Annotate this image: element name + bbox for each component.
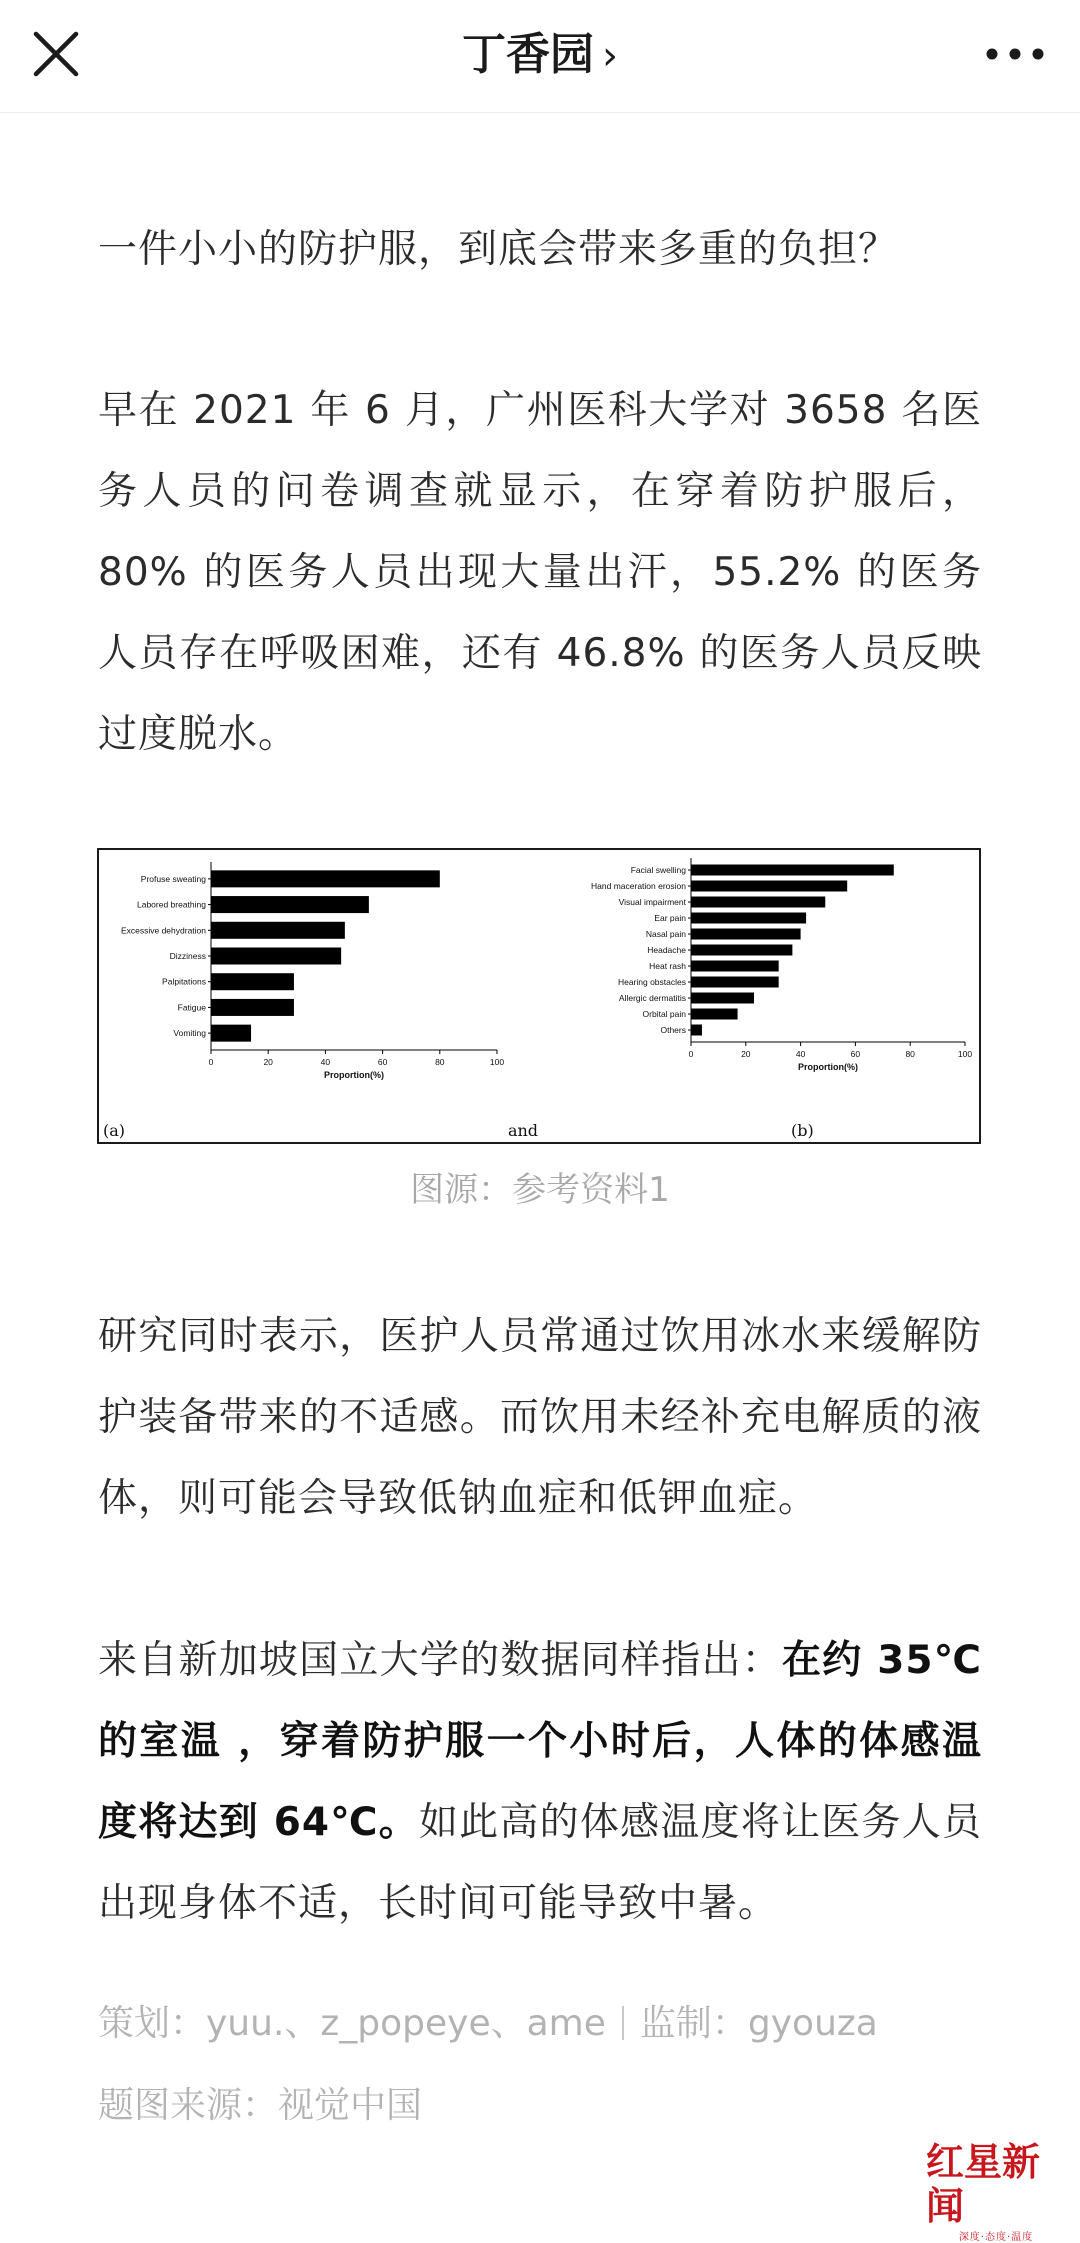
supervision-credit: 监制：gyouza <box>639 2003 878 2044</box>
category-label: Ear pain <box>654 913 686 923</box>
x-tick-label: 100 <box>957 1049 973 1059</box>
bar-heat-rash <box>691 961 779 972</box>
bar-hearing-obstacles <box>691 977 779 988</box>
credit-divider <box>622 2006 624 2040</box>
category-label: Headache <box>647 945 686 955</box>
x-tick-label: 60 <box>850 1049 861 1059</box>
paragraph-survey: 早在 2021 年 6 月，广州医科大学对 3658 名医务人员的问卷调查就显示，在穿着防护服后，80% 的医务人员出现大量出汗，55.2% 的医务人员存在呼吸困难，还有 46.8% 的医务人员反映过度脱水。 <box>98 388 982 757</box>
bar-palpitations <box>211 973 294 990</box>
bar-dizziness <box>211 948 341 965</box>
panel-label-b: (b) <box>791 1121 814 1140</box>
panel-label-a: (a) <box>103 1121 126 1140</box>
chart-a <box>121 862 504 1080</box>
bar-profuse-sweating <box>211 870 440 887</box>
category-label: Vomiting <box>173 1028 206 1039</box>
top-nav-bar <box>0 0 1080 113</box>
bar-others <box>691 1025 702 1036</box>
category-label: Labored breathing <box>136 899 206 910</box>
category-label: Nasal pain <box>645 929 686 939</box>
bar-headache <box>691 945 792 956</box>
account-title-link[interactable] <box>0 24 1080 87</box>
bar-labored-breathing <box>211 896 369 913</box>
bar-hand-maceration-erosion <box>691 881 847 892</box>
survey-figure <box>97 848 981 1144</box>
bar-ear-pain <box>691 913 806 924</box>
chevron-right-icon: › <box>602 33 618 79</box>
x-tick-label: 20 <box>741 1049 751 1059</box>
x-tick-label: 100 <box>489 1057 505 1067</box>
bar-fatigue <box>211 999 294 1016</box>
category-label: Excessive dehydration <box>120 925 206 936</box>
watermark-tagline: 深度·态度·温度 <box>958 2232 1034 2243</box>
watermark-logo: 红星新闻 <box>926 2139 1041 2228</box>
category-label: Facial swelling <box>630 865 686 875</box>
x-tick-label: 40 <box>795 1049 806 1059</box>
chart-b <box>591 858 972 1072</box>
bar-nasal-pain <box>691 929 801 940</box>
brand-watermark <box>926 2139 1066 2243</box>
paragraph-singapore-highlight: 在约 35℃ 的室温 ，穿着防护服一个小时后，人体的体感温度将达到 64℃。 <box>98 1638 982 1845</box>
bar-orbital-pain <box>691 1009 738 1020</box>
more-options-button[interactable] <box>980 36 1050 72</box>
category-label: Allergic dermatitis <box>618 993 686 1003</box>
category-label: Hand maceration erosion <box>591 881 686 891</box>
x-tick-label: 20 <box>263 1057 273 1067</box>
category-label: Heat rash <box>649 961 686 971</box>
account-name: 丁香园 <box>462 29 594 80</box>
category-label: Fatigue <box>177 1002 206 1013</box>
category-label: Hearing obstacles <box>617 977 686 987</box>
bar-allergic-dermatitis <box>691 993 754 1004</box>
paragraph-singapore <box>98 1620 982 1944</box>
x-tick-label: 80 <box>905 1049 915 1059</box>
bar-vomiting <box>211 1025 251 1042</box>
paragraph-study: 研究同时表示，医护人员常通过饮用冰水来缓解防护装备带来的不适感。而饮用未经补充电解质的液体，则可能会导致低钠血症和低钾血症。 <box>98 1314 982 1521</box>
category-label: Others <box>660 1025 686 1035</box>
x-tick-label: 80 <box>435 1057 445 1067</box>
x-tick-label: 0 <box>688 1049 694 1059</box>
category-label: Orbital pain <box>642 1009 686 1019</box>
cover-source: 题图来源：视觉中国 <box>98 2085 423 2126</box>
credits-line <box>98 1998 998 2050</box>
figure-conjunction: and <box>507 1121 539 1140</box>
bar-facial-swelling <box>691 865 894 876</box>
category-label: Profuse sweating <box>140 873 206 884</box>
x-axis-label: Proportion(%) <box>324 1070 384 1080</box>
survey-charts <box>99 850 979 1142</box>
planning-credit: 策划：yuu.、z_popeye、ame <box>98 2003 606 2044</box>
bar-excessive-dehydration <box>211 922 345 939</box>
paragraph-singapore-rest: 如此高的体感温度将让医务人员出现身体不适，长时间可能导致中暑。 <box>98 1800 982 1926</box>
category-label: Palpitations <box>162 976 206 987</box>
paragraph-singapore-intro: 来自新加坡国立大学的数据同样指出： <box>98 1638 782 1683</box>
x-tick-label: 0 <box>208 1057 214 1067</box>
more-dots-icon <box>980 36 1050 72</box>
figure-caption: 图源：参考资料1 <box>410 1170 670 1210</box>
category-label: Dizziness <box>169 951 206 961</box>
bar-visual-impairment <box>691 897 825 908</box>
x-axis-label: Proportion(%) <box>798 1062 858 1072</box>
paragraph-question: 一件小小的防护服，到底会带来多重的负担？ <box>98 227 899 272</box>
x-tick-label: 40 <box>320 1057 331 1067</box>
x-tick-label: 60 <box>377 1057 388 1067</box>
category-label: Visual impairment <box>618 897 686 907</box>
